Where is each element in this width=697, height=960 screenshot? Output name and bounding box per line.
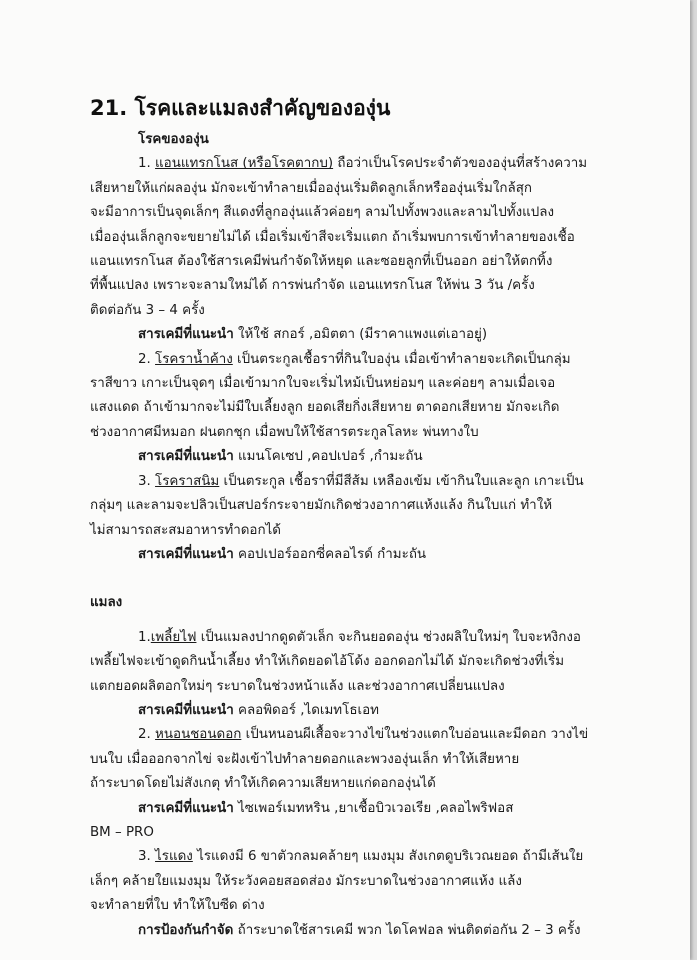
item-text: ไรแดงมี 6 ขาตัวกลมคล้ายๆ แมงมุม สังเกตดูบริเวณยอด ถ้ามีเส้นใย (192, 849, 584, 865)
item-name: ไรแดง (155, 849, 193, 865)
item-text: ถือว่าเป็นโรคประจำตัวขององุ่นที่สร้างความ (333, 156, 588, 172)
item-text: เป็นแมลงปากดูดตัวเล็ก จะกินยอดองุ่น ช่วงผลิใบใหม่ๆ ใบจะหงิกงอ (196, 629, 581, 645)
item-first-line (90, 152, 652, 176)
disease-item-rust (90, 470, 652, 568)
item-line: ติดต่อกัน 3 – 4 ครั้ง (90, 302, 205, 318)
diseases-heading: โรคขององุ่น (138, 132, 209, 147)
chemical-text: คลอพิดอร์ ,ไดเมทโธเอท (233, 702, 379, 718)
insect-item-red-mite (90, 845, 652, 943)
item-line: กลุ่มๆ และลามจะปลิวเป็นสปอร์กระจายมักเกิดช่วงอากาศแห้งแล้ง กินใบแก่ ทำให้ (90, 498, 553, 514)
item-number: 2. (138, 727, 156, 743)
page-title: 21. โรคและแมลงสำคัญขององุ่น (90, 96, 391, 120)
chemical-label: สารเคมีที่แนะนำ (138, 327, 234, 343)
item-number: 3. (138, 473, 156, 489)
chemical-recommendation (90, 797, 652, 821)
item-number: 1. (138, 156, 156, 172)
insect-item-thrips (90, 626, 652, 724)
disease-item-downy-mildew (90, 348, 652, 470)
item-line: จะทำลายที่ใบ ทำให้ใบซีด ด่าง (90, 898, 265, 914)
chemical-label: สารเคมีที่แนะนำ (138, 546, 234, 562)
insect-item-flower-borer (90, 723, 652, 845)
item-line: แสงแดด ถ้าเข้ามากจะไม่มีใบเลี้ยงลูก ยอดเสียกิ่งเสียหาย ตาดอกเสียหาย มักจะเกิด (90, 400, 560, 416)
insects-heading: แมลง (90, 595, 123, 611)
chemical-recommendation (90, 323, 652, 347)
chemical-text: แมนโคเซป ,คอปเปอร์ ,กำมะถัน (233, 449, 423, 465)
item-line: ที่พื้นแปลง เพราะจะลามใหม่ได้ การพ่นกำจัด แอนแทรกโนส ให้พ่น 3 วัน /ครั้ง (90, 278, 535, 294)
item-line: จะมีอาการเป็นจุดเล็กๆ สีแดงที่ลูกองุ่นแล้วค่อยๆ ลามไปทั้งพวงและลามไปทั้งแปลง (90, 205, 555, 221)
item-first-line (90, 348, 652, 372)
item-line: ถ้าระบาดโดยไม่สังเกตุ ทำให้เกิดความเสียหายแก่ดอกองุ่นได้ (90, 776, 436, 792)
item-line: เล็กๆ คล้ายใยแมงมุม ให้ระวังคอยสอดส่อง มักระบาดในช่วงอากาศแห้ง แล้ง (90, 873, 522, 889)
item-number: 1. (138, 629, 151, 645)
item-line: เมื่อองุ่นเล็กลูกจะขยายไม่ได้ เมื่อเริ่มเข้าสีจะเริ่มแตก ถ้าเริ่มพบการเข้าทำลายของเชื้อ (90, 229, 575, 245)
control-label: การป้องกันกำจัด (138, 922, 234, 938)
item-name: แอนแทรกโนส (หรือโรคตากบ) (155, 156, 334, 172)
item-first-line (90, 470, 652, 494)
chemical-text-continued: BM – PRO (90, 824, 154, 840)
chemical-text: ให้ใช้ สกอร์ ,อมิตตา (มีราคาแพงแต่เอาอยู่) (233, 327, 488, 343)
item-line: เพลี้ยไฟจะเข้าดูดกินน้ำเลี้ยง ทำให้เกิดยอดไอ้โด้ง ออกดอกไม่ได้ มักจะเกิดช่วงที่เริ่ม (90, 654, 565, 670)
item-name: หนอนชอนดอก (155, 727, 242, 743)
item-line: ไม่สามารถสะสมอาหารทำดอกได้ (90, 522, 281, 538)
item-line: ช่วงอากาศมีหมอก ฝนตกชุก เมื่อพบให้ใช้สารตระกูลโลหะ พ่นทางใบ (90, 424, 479, 440)
chemical-recommendation (90, 543, 652, 567)
chemical-text: ไซเพอร์เมทหริน ,ยาเชื้อบิวเวอเรีย ,คลอไพริฟอส (233, 800, 514, 816)
item-line: บนใบ เมื่อออกจากไข่ จะฝังเข้าไปทำลายดอกและพวงองุ่นเล็ก ทำให้เสียหาย (90, 751, 520, 767)
document-body (90, 128, 652, 943)
item-number: 3. (138, 849, 156, 865)
control-text: ถ้าระบาดใช้สารเคมี พวก ไดโคฟอล พ่นติดต่อกัน 2 – 3 ครั้ง (233, 922, 581, 938)
chemical-recommendation (90, 699, 652, 723)
item-line: ราสีขาว เกาะเป็นจุดๆ เมื่อเข้ามากใบจะเริ่มไหม้เป็นหย่อมๆ และค่อยๆ ลามเมื่อเจอ (90, 376, 556, 392)
item-name: เพลี้ยไฟ (150, 629, 197, 645)
chemical-label: สารเคมีที่แนะนำ (138, 702, 234, 718)
item-line: แอนแทรกโนส ต้องใช้สารเคมีพ่นกำจัดให้หยุด และซอยลูกที่เป็นออก อย่าให้ตกทิ้ง (90, 254, 553, 270)
item-line: แตกยอดผลิตอกใหม่ๆ ระบาดในช่วงหน้าแล้ง และช่วงอากาศเปลี่ยนแปลง (90, 678, 505, 694)
item-name: โรคราน้ำค้าง (155, 351, 233, 367)
item-line: เสียหายให้แก่ผลองุ่น มักจะเข้าทำลายเมื่อองุ่นเริ่มติดลูกเล็กหรือองุ่นเริ่มใกล้สุก (90, 180, 532, 196)
item-text: เป็นตระกูลเชื้อราที่กินใบองุ่น เมื่อเข้าทำลายจะเกิดเป็นกลุ่ม (232, 351, 571, 367)
item-text: เป็นตระกูล เชื้อราที่มีสีส้ม เหลืองเข้ม เข้ากินใบและลูก เกาะเป็น (219, 473, 584, 489)
item-number: 2. (138, 351, 156, 367)
disease-item-anthracnose (90, 152, 652, 347)
item-text: เป็นหนอนผีเสื้อจะวางไข่ในช่วงแตกใบอ่อนและมีดอก วางไข่ (241, 727, 589, 743)
item-first-line (90, 723, 652, 747)
item-first-line (90, 626, 652, 650)
chemical-recommendation (90, 445, 652, 469)
chemical-label: สารเคมีที่แนะนำ (138, 800, 234, 816)
chemical-label: สารเคมีที่แนะนำ (138, 449, 234, 465)
chemical-text: คอปเปอร์ออกซี่คลอไรด์ กำมะถัน (233, 546, 427, 562)
control-recommendation (90, 919, 652, 943)
item-name: โรคราสนิม (155, 473, 220, 489)
item-first-line (90, 845, 652, 869)
